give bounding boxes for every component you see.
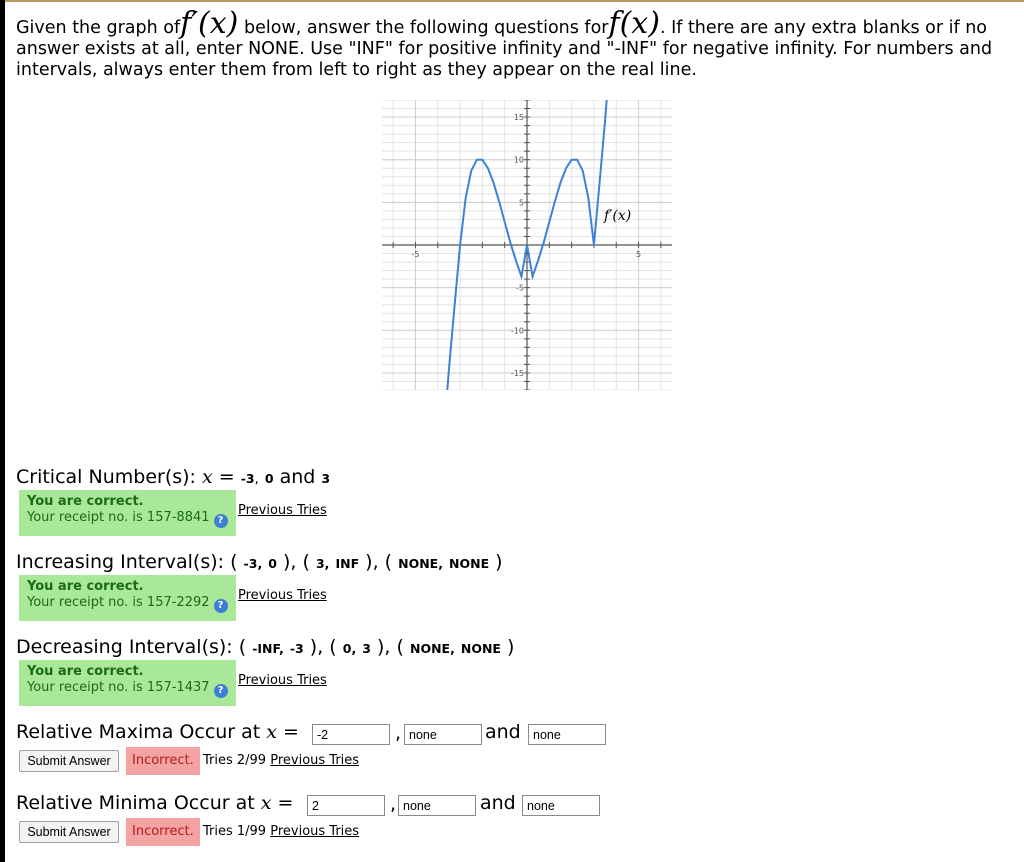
incorrect-badge: Incorrect.: [126, 747, 200, 775]
dec-interval-3-end: NONE: [460, 641, 501, 656]
previous-tries-link[interactable]: Previous Tries: [238, 503, 327, 518]
y-tick-label: 15: [513, 113, 524, 123]
receipt-text: Your receipt no. is 157-8841: [27, 510, 210, 525]
receipt-text: Your receipt no. is 157-2292: [27, 595, 210, 610]
minima-input-2[interactable]: [398, 795, 476, 816]
comma-sep: ,: [390, 793, 397, 815]
tries-count: Tries 1/99: [203, 824, 267, 839]
decreasing-feedback: [19, 660, 236, 706]
critical-label: Critical Number(s):: [16, 466, 196, 488]
tries-info: [203, 753, 359, 768]
increasing-feedback: [19, 575, 236, 621]
dec-interval-1-start: -INF: [252, 641, 280, 656]
intro-text-3: . If there are any extra blanks or if no answer exists at all, enter NONE. Use "INF" for positive infinity and "-INF" for negative infinity. For numbers and intervals, always enter them from left to right as they appear on the real line.: [16, 18, 993, 80]
inc-interval-1-start: -3: [243, 556, 258, 571]
incorrect-badge: Incorrect.: [126, 818, 200, 846]
previous-tries-link[interactable]: Previous Tries: [270, 753, 360, 768]
x-tick-label: 5: [635, 250, 642, 259]
y-tick-label: -15: [510, 368, 524, 378]
tries-info: [203, 824, 359, 839]
dec-interval-3-start: NONE: [409, 641, 451, 656]
inc-interval-2-start: 3: [315, 556, 325, 571]
minima-input-3[interactable]: [522, 795, 600, 816]
maxima-input-1[interactable]: [312, 724, 390, 745]
y-tick-label: 5: [518, 198, 524, 208]
critical-feedback: [19, 490, 236, 536]
and-word: and: [279, 466, 316, 488]
critical-answer-2: 0: [264, 471, 274, 486]
decreasing-intervals-line: Decreasing Interval(s): ( -INF, -3 ), ( 0, 3 ), ( NONE, NONE ): [16, 636, 515, 658]
question-intro: [16, 6, 1016, 81]
increasing-label: Increasing Interval(s):: [16, 551, 225, 573]
previous-tries-link[interactable]: Previous Tries: [238, 673, 327, 688]
top-border: [0, 0, 1024, 2]
help-icon[interactable]: ?: [214, 684, 228, 698]
derivative-graph: [382, 100, 672, 390]
relative-maxima-line: [16, 721, 299, 743]
f-math: f(x): [608, 6, 660, 41]
intro-text-1: Given the graph of: [16, 18, 181, 38]
previous-tries-link[interactable]: Previous Tries: [270, 824, 360, 839]
minima-label: Relative Minima Occur at: [16, 792, 255, 814]
and-word: and: [485, 721, 521, 743]
dec-interval-2-end: 3: [362, 641, 371, 656]
maxima-input-3[interactable]: [528, 724, 606, 745]
intro-text-2: below, answer the following questions for: [243, 18, 609, 38]
help-icon[interactable]: ?: [214, 514, 228, 528]
inc-interval-3-end: NONE: [449, 556, 490, 571]
y-tick-label: -10: [510, 326, 524, 336]
inc-interval-1-end: 0: [268, 556, 277, 571]
relative-minima-line: [16, 792, 293, 814]
x-equals: x =: [266, 721, 299, 743]
maxima-input-2[interactable]: [404, 724, 482, 745]
and-word: and: [480, 792, 516, 814]
comma-sep: ,: [254, 472, 259, 487]
minima-input-1[interactable]: [307, 795, 385, 816]
dec-interval-2-start: 0: [342, 641, 352, 656]
curve-label: f′(x): [604, 208, 632, 224]
critical-answer-3: 3: [321, 471, 331, 486]
submit-answer-button[interactable]: Submit Answer: [19, 750, 119, 772]
critical-answer-1: -3: [240, 471, 255, 486]
decreasing-label: Decreasing Interval(s):: [16, 636, 233, 658]
previous-tries-link[interactable]: Previous Tries: [238, 588, 327, 603]
comma-sep: ,: [395, 722, 402, 744]
tries-count: Tries 2/99: [203, 753, 267, 768]
y-tick-label: -5: [516, 283, 524, 293]
receipt-text: Your receipt no. is 157-1437: [27, 680, 210, 695]
submit-answer-button[interactable]: Submit Answer: [19, 821, 119, 843]
x-equals: x =: [202, 466, 235, 488]
correct-message: You are correct.: [27, 579, 144, 594]
correct-message: You are correct.: [27, 494, 144, 509]
maxima-label: Relative Maxima Occur at: [16, 721, 261, 743]
dec-interval-1-end: -3: [289, 641, 304, 656]
x-tick-label: -5: [411, 250, 420, 259]
y-tick-label: 10: [513, 155, 524, 165]
increasing-intervals-line: Increasing Interval(s): ( -3, 0 ), ( 3, INF ), ( NONE, NONE ): [16, 551, 503, 573]
fprime-math: f′(x): [180, 6, 239, 41]
critical-numbers-line: [16, 466, 330, 488]
inc-interval-3-start: NONE: [398, 556, 439, 571]
help-icon[interactable]: ?: [214, 599, 228, 613]
inc-interval-2-end: INF: [335, 556, 360, 571]
correct-message: You are correct.: [27, 664, 144, 679]
x-equals: x =: [260, 792, 294, 814]
left-border: [0, 0, 5, 862]
